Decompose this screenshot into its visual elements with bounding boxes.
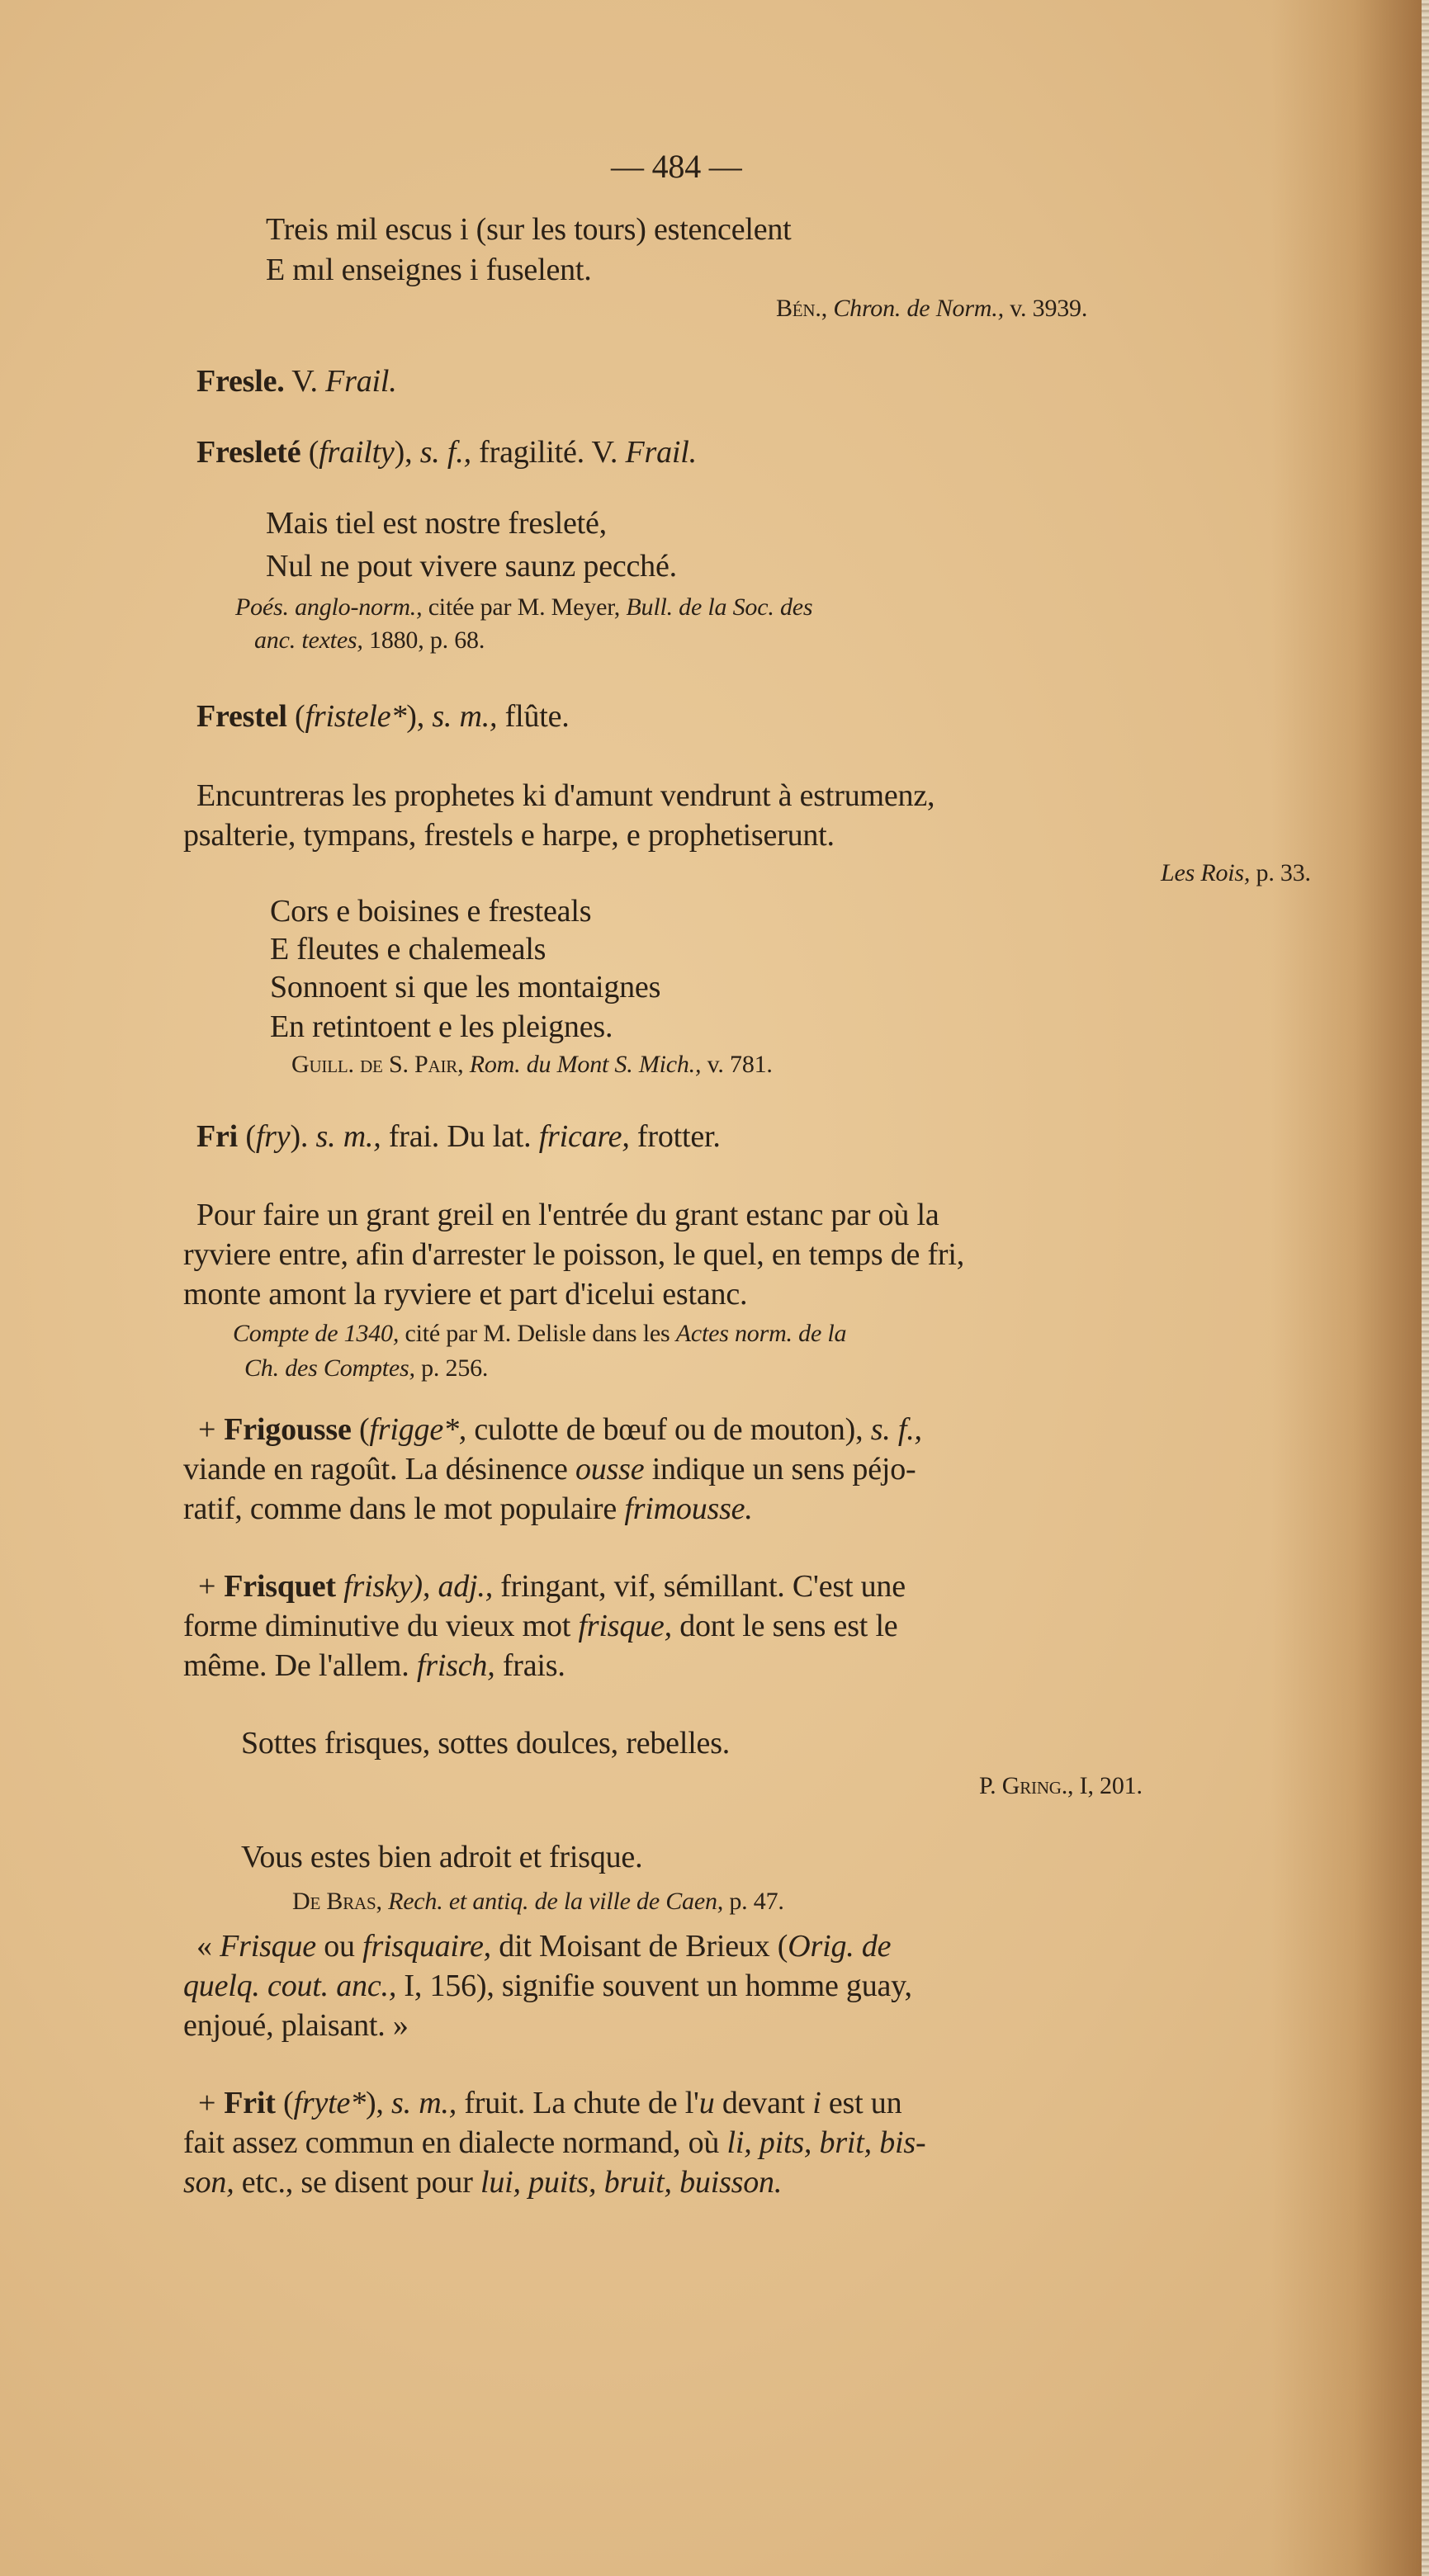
prose-line: monte amont la ryviere et part d'icelui estanc. <box>183 1277 748 1312</box>
citation <box>244 1354 488 1383</box>
etymon: frisky), <box>335 1569 431 1604</box>
prose-line <box>183 2125 925 2161</box>
example-word: brit, <box>812 2125 872 2160</box>
prose-line: Encuntreras les prophetes ki d'amunt vendrunt à estrumenz, <box>196 778 935 813</box>
example-word: buisson. <box>671 2165 783 2200</box>
entry-frestel <box>196 698 570 735</box>
example-word: puits, <box>520 2165 597 2200</box>
suffix: ousse <box>575 1452 645 1487</box>
text: est un <box>821 2086 902 2120</box>
etymon: frailty <box>319 435 395 470</box>
entry-fri <box>196 1118 721 1155</box>
text: ( <box>351 1412 370 1447</box>
text: dont le sens est le <box>671 1609 898 1643</box>
definition: flûte. <box>497 699 570 734</box>
citation <box>254 626 485 655</box>
headword: Fri <box>196 1119 239 1154</box>
text: 1880, p. 68. <box>362 626 485 654</box>
example-word: frisquaire, <box>362 1929 491 1964</box>
text: ( <box>275 2086 294 2120</box>
latin-etymon: fricare, <box>538 1119 630 1154</box>
definition: fruit. La chute de l' <box>457 2086 699 2120</box>
citation <box>291 1050 773 1080</box>
headword: Frisquet <box>224 1569 336 1604</box>
citation-work: Ch. des Comptes, <box>244 1354 415 1382</box>
text: « <box>196 1929 220 1964</box>
example-word: pits, <box>751 2125 812 2160</box>
example-word: frimousse. <box>624 1491 753 1526</box>
example-word: frisque, <box>578 1609 672 1643</box>
citation-work: anc. textes, <box>254 626 363 654</box>
example-word: bis- <box>871 2125 926 2160</box>
prose-line: enjoué, plaisant. » <box>183 2008 409 2043</box>
headword: Frigousse <box>224 1412 352 1447</box>
entry-frit <box>198 2085 901 2121</box>
etymon: fryte* <box>293 2086 366 2120</box>
verse-line: Sonnoent si que les montaignes <box>270 970 661 1004</box>
verse-line: Cors e boisines e fresteals <box>270 894 592 929</box>
prose-line <box>183 1491 753 1527</box>
citation <box>233 1319 846 1349</box>
gloss: culotte de bœuf ou de mouton), <box>466 1412 871 1447</box>
cross-reference: Frail. <box>325 364 397 399</box>
citation-author: Guill. de S. Pair, <box>291 1051 464 1078</box>
page-number: — 484 — <box>611 148 742 185</box>
example-word: frisch, <box>416 1648 495 1683</box>
letter: u <box>698 2086 715 2120</box>
prose-line <box>196 1928 891 1964</box>
headword: Frit <box>224 2086 276 2120</box>
citation <box>292 1887 784 1917</box>
citation-work: Poés. anglo-norm., <box>235 593 423 621</box>
verse-line: Vous estes bien adroit et frisque. <box>241 1840 643 1874</box>
text: ( <box>238 1119 256 1154</box>
cross-mark-icon: + <box>198 2086 216 2120</box>
prose-line: ryviere entre, afin d'arrester le poisson, le quel, en temps de fri, <box>183 1237 965 1272</box>
entry-fresle <box>196 363 397 399</box>
text: ). <box>290 1119 316 1154</box>
citation-work: Bull. de la Soc. des <box>626 593 813 621</box>
example-word: li, <box>726 2125 752 2160</box>
citation: P. Gring., I, 201. <box>979 1772 1143 1799</box>
cross-mark-icon: + <box>198 1569 216 1604</box>
text: devant <box>714 2086 813 2120</box>
text: V. <box>284 364 326 399</box>
etymon: frigge*, <box>369 1412 467 1447</box>
verse-line: Treis mil escus i (sur les tours) estencelent <box>266 212 792 247</box>
example-word: lui, <box>480 2165 521 2200</box>
grammar: s. m., <box>315 1119 381 1154</box>
page-edge <box>1422 0 1429 2576</box>
verse-line: Sottes frisques, sottes doulces, rebelles. <box>241 1726 731 1761</box>
etymon: fry <box>255 1119 291 1154</box>
text: dit Moisant de Brieux ( <box>490 1929 788 1964</box>
definition: fringant, vif, sémillant. C'est une <box>493 1569 906 1604</box>
grammar: s. m., <box>432 699 498 734</box>
cross-mark-icon: + <box>198 1412 216 1447</box>
citation-work: quelq. cout. anc., <box>183 1969 397 2003</box>
headword: Fresleté <box>196 435 301 470</box>
prose-line: psalterie, tympans, frestels e harpe, e prophetiserunt. <box>183 818 835 853</box>
grammar: s. f., <box>419 435 471 470</box>
citation-author: Bén., <box>776 295 828 322</box>
text: etc., se disent pour <box>234 2165 480 2200</box>
prose-line <box>183 1647 565 1684</box>
verse-line: Nul ne pout vivere saunz pecché. <box>266 549 677 584</box>
text: ), <box>406 699 433 734</box>
text: ), <box>365 2086 391 2120</box>
verse-line: Mais tiel est nostre fresleté, <box>266 506 607 541</box>
example-word: bruit, <box>596 2165 672 2200</box>
text: indique un sens péjo- <box>644 1452 916 1487</box>
cross-reference: Frail. <box>625 435 697 470</box>
text: p. 256. <box>414 1354 489 1382</box>
citation-ref: p. 47. <box>723 1888 784 1915</box>
headword: Fresle. <box>196 364 285 399</box>
text: ratif, comme dans le mot populaire <box>183 1491 625 1526</box>
prose-line <box>183 1608 897 1644</box>
prose-line: Pour faire un grant greil en l'entrée du grant estanc par où la <box>196 1198 939 1232</box>
prose-line <box>183 1968 912 2004</box>
citation-ref: v. 781. <box>701 1051 773 1078</box>
citation-ref: v. 3939. <box>1010 295 1088 322</box>
text: citée par M. Meyer, <box>422 593 627 621</box>
etymon: fristele* <box>305 699 407 734</box>
prose-line <box>183 1451 916 1487</box>
text: ), <box>394 435 420 470</box>
text: ou <box>315 1929 363 1964</box>
text: frais. <box>494 1648 565 1683</box>
text: même. De l'allem. <box>183 1648 417 1683</box>
citation-work: Orig. de <box>788 1929 892 1964</box>
prose-line <box>183 2164 782 2200</box>
citation <box>776 294 1087 324</box>
verse-line: E mıl enseignes i fuselent. <box>266 253 592 287</box>
citation-work: Rech. et antiq. de la ville de Caen, <box>381 1888 724 1915</box>
text: ( <box>286 699 305 734</box>
example-word: Frisque <box>220 1929 316 1964</box>
citation-work: Les Rois, <box>1161 859 1251 886</box>
headword: Frestel <box>196 699 287 734</box>
text: fait assez commun en dialecte normand, où <box>183 2125 727 2160</box>
text: I, 156), signifie souvent un homme guay, <box>396 1969 912 2003</box>
citation-ref: p. 33. <box>1250 859 1311 886</box>
definition: frai. Du lat. <box>381 1119 539 1154</box>
entry-frisquet <box>198 1568 906 1605</box>
grammar: s. m., <box>391 2086 457 2120</box>
entry-frigousse <box>198 1411 922 1448</box>
text: cité par M. Delisle dans les <box>399 1320 676 1347</box>
grammar: s. f., <box>870 1412 922 1447</box>
citation <box>1161 858 1311 888</box>
citation-work: Actes norm. de la <box>675 1320 847 1347</box>
citation-work: Rom. du Mont S. Mich., <box>463 1051 702 1078</box>
verse-line: En retintoent e les pleignes. <box>270 1009 613 1044</box>
entry-freslete <box>196 434 697 470</box>
grammar: adj., <box>430 1569 493 1604</box>
citation-author: De Bras, <box>292 1888 382 1915</box>
definition: frotter. <box>629 1119 721 1154</box>
text: forme diminutive du vieux mot <box>183 1609 579 1643</box>
text: ( <box>300 435 319 470</box>
citation <box>235 593 812 622</box>
citation-work: Chron. de Norm., <box>833 295 1004 322</box>
example-word: son, <box>183 2165 234 2200</box>
letter: i <box>812 2086 821 2120</box>
text: viande en ragoût. La désinence <box>183 1452 575 1487</box>
definition: fragilité. V. <box>471 435 626 470</box>
citation-work: Compte de 1340, <box>233 1320 400 1347</box>
verse-line: E fleutes e chalemeals <box>270 932 547 967</box>
